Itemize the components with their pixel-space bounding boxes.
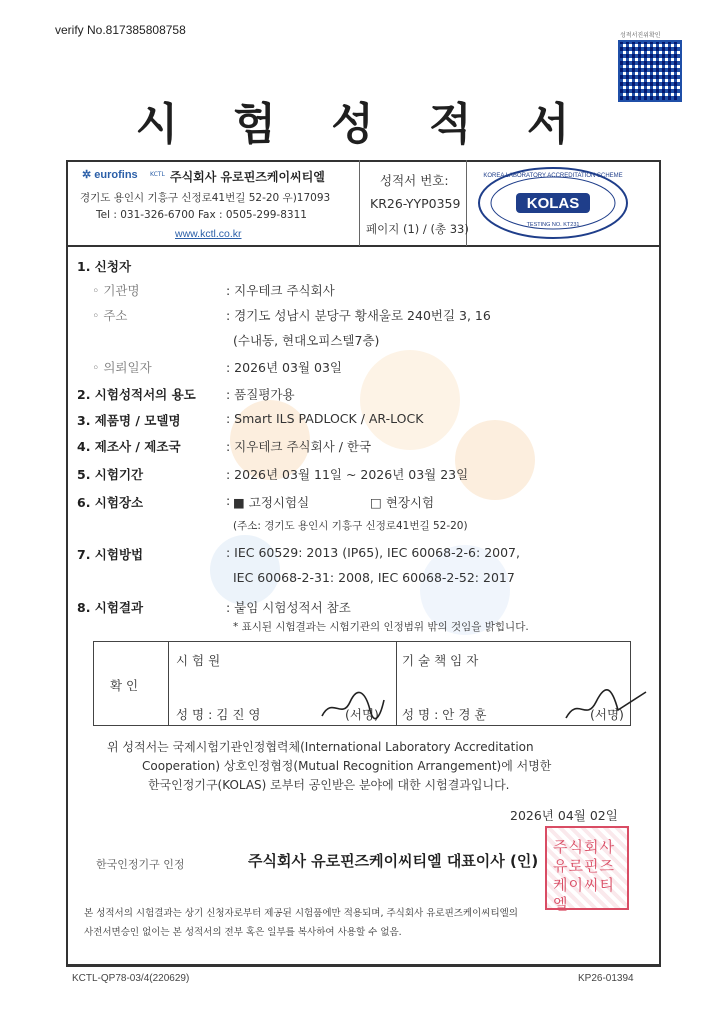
manufacturer-value: : 지우테크 주식회사 / 한국 (226, 439, 372, 454)
company-website-link[interactable]: www.kctl.co.kr (175, 228, 242, 240)
header-divider (66, 245, 661, 247)
company-address: 경기도 용인시 기흥구 신정로41번길 52-20 우)17093 (80, 192, 331, 204)
address-value-2: (수내동, 현대오피스텔7층) (233, 333, 380, 348)
section-test-result: 8. 시험결과 (77, 600, 144, 615)
company-phone: Tel : 031-326-6700 Fax : 0505-299-8311 (96, 209, 307, 221)
manager-title: 기 술 책 임 자 (402, 653, 479, 668)
disclaimer-line-1: 본 성적서의 시험결과는 상기 신청자로부터 제공된 시험품에만 적용되며, 주식회사 유로핀즈케이씨티엘의 (84, 908, 518, 919)
page-info: 페이지 (1) / (총 33) (366, 222, 469, 236)
confirmation-divider (396, 641, 397, 726)
confirmation-divider (168, 641, 169, 726)
confirmation-label: 확 인 (110, 678, 139, 693)
statement-line-2: Cooperation) 상호인정협정(Mutual Recognition Arrangement)에 서명한 (142, 759, 552, 773)
address-value-1: : 경기도 성남시 분당구 황새울로 240번길 3, 16 (226, 308, 491, 323)
eurofins-logo: ✲ eurofins (82, 169, 138, 181)
page-title: 시 험 성 적 서 (135, 99, 590, 150)
test-result-value: : 붙임 시험성적서 참조 (226, 600, 351, 615)
ceo-line: 주식회사 유로핀즈케이씨티엘 대표이사 (인) (248, 852, 539, 870)
seal-text: 주식회사유로핀즈케이씨티엘 (553, 838, 615, 913)
request-date-value: : 2026년 03월 03일 (226, 360, 342, 375)
test-result-note: * 표시된 시험결과는 시험기관의 인정범위 밖의 것임을 밝힙니다. (233, 621, 529, 633)
kolas-logo (476, 166, 630, 240)
company-seal (545, 826, 629, 913)
fixed-lab-option: ■ 고정시험실 (233, 495, 310, 510)
header-separator (359, 160, 360, 246)
qr-caption: 성적서진위확인 (620, 32, 661, 39)
disclaimer-line-2: 사전서면승인 없이는 본 성적서의 전부 혹은 일부를 복사하여 사용할 수 없음. (84, 927, 402, 938)
section-test-method: 7. 시험방법 (77, 547, 144, 562)
kolas-accredited-label: 한국인정기구 인정 (96, 858, 185, 871)
issue-date: 2026년 04월 02일 (510, 808, 618, 823)
verify-number: verify No.817385808758 (55, 23, 186, 37)
test-location-address: (주소: 경기도 용인시 기흥구 신정로41번길 52-20) (233, 520, 468, 532)
request-date-label: ◦ 의뢰일자 (92, 360, 152, 375)
tester-title: 시 험 원 (176, 653, 221, 668)
kolas-top-text: KOREA LABORATORY ACCREDITATION SCHEME (483, 173, 623, 179)
section-purpose: 2. 시험성적서의 용도 (77, 387, 196, 402)
test-period-value: : 2026년 03월 11일 ~ 2026년 03월 23일 (226, 467, 469, 482)
test-method-value-2: IEC 60068-2-31: 2008, IEC 60068-2-52: 2017 (233, 570, 515, 585)
statement-line-1: 위 성적서는 국제시험기관인정협력체(International Laboratory Accreditation (107, 740, 534, 754)
company-name: 주식회사 유로핀즈케이씨티엘 (170, 170, 325, 184)
section-test-location: 6. 시험장소 (77, 495, 144, 510)
test-location-colon: : (226, 493, 231, 508)
kctl-logo: KCTL (150, 171, 165, 178)
report-number-label: 성적서 번호: (380, 173, 449, 188)
manager-signature: (서명) (590, 707, 624, 722)
kolas-main-text: KOLAS (526, 195, 580, 212)
tester-signature-mark (318, 690, 388, 724)
address-label: ◦ 주소 (92, 308, 128, 323)
section-applicant: 1. 신청자 (77, 259, 132, 274)
test-method-value-1: : IEC 60529: 2013 (IP65), IEC 60068-2-6: 2007, (226, 545, 520, 560)
document-code: KP26-01394 (578, 973, 634, 984)
manager-signature-mark (560, 686, 650, 726)
purpose-value: : 품질평가용 (226, 387, 295, 402)
product-value: : Smart ILS PADLOCK / AR-LOCK (226, 411, 424, 426)
tester-name: 성 명 : 김 진 영 (176, 707, 261, 722)
kolas-bottom-text: TESTING NO. KT231 (526, 222, 580, 228)
form-code: KCTL-QP78-03/4(220629) (72, 973, 190, 984)
org-label: ◦ 기관명 (92, 283, 140, 298)
manager-name: 성 명 : 안 경 훈 (402, 707, 487, 722)
statement-line-3: 한국인정기구(KOLAS) 로부터 공인받은 분야에 대한 시험결과입니다. (148, 778, 510, 792)
org-value: : 지우테크 주식회사 (226, 283, 335, 298)
section-product: 3. 제품명 / 모델명 (77, 413, 181, 428)
onsite-option: □ 현장시험 (370, 495, 435, 510)
report-number: KR26-YYP0359 (370, 196, 461, 211)
footer-divider (66, 966, 661, 967)
section-manufacturer: 4. 제조사 / 제조국 (77, 439, 181, 454)
tester-signature: (서명) (345, 707, 379, 722)
section-test-period: 5. 시험기간 (77, 467, 144, 482)
